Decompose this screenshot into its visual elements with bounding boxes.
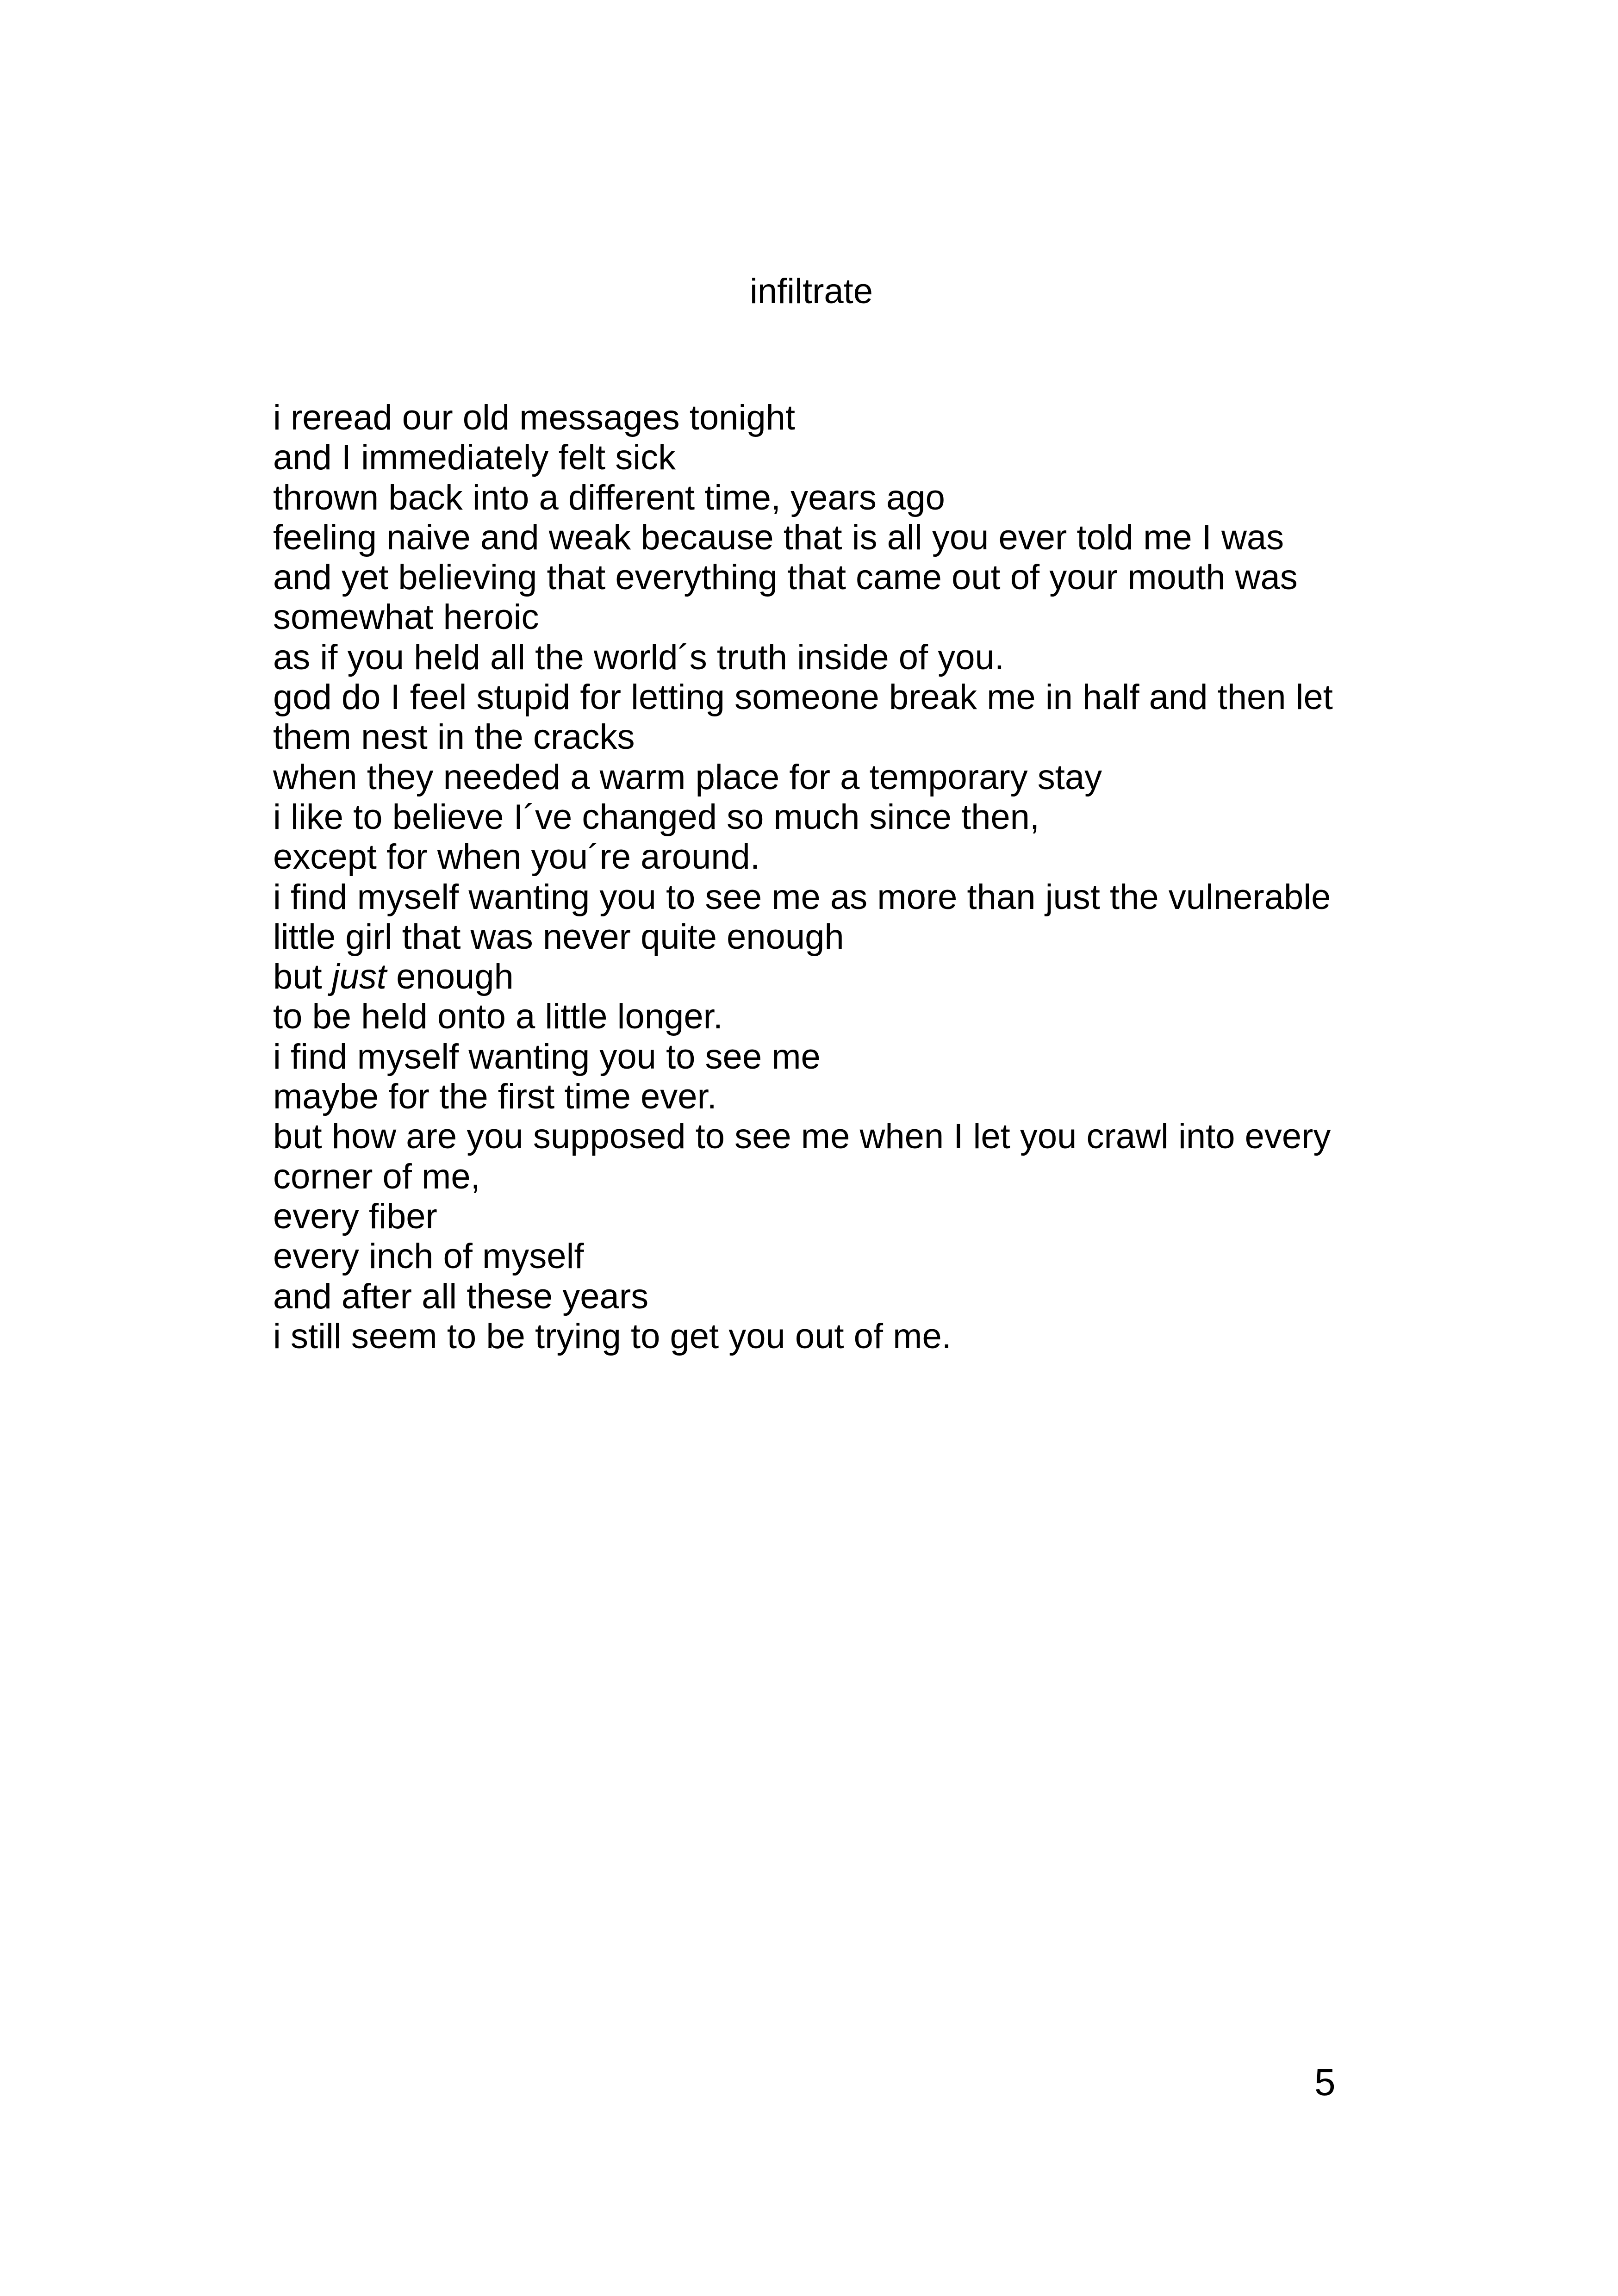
poem-line: maybe for the first time ever.	[273, 1077, 717, 1117]
poem-line-part: enough	[386, 957, 514, 997]
poem-line: them nest in the cracks	[273, 717, 635, 757]
poem-line: every inch of myself	[273, 1237, 584, 1276]
poem-line: and yet believing that everything that came out of your mouth was	[273, 558, 1298, 597]
poem-line: i like to believe I´ve changed so much since then,	[273, 797, 1040, 837]
poem-line: and after all these years	[273, 1276, 649, 1316]
poem-line-part: but	[273, 957, 332, 997]
poem-line: every fiber	[273, 1196, 437, 1236]
poem-line: i still seem to be trying to get you out of me.	[273, 1316, 952, 1356]
poem-line: corner of me,	[273, 1157, 480, 1196]
page-number: 5	[1314, 2061, 1336, 2103]
poem-line: as if you held all the world´s truth inside of you.	[273, 637, 1004, 677]
poem-line: feeling naive and weak because that is all you ever told me I was	[273, 517, 1284, 557]
poem-line-italic-emphasis	[273, 957, 1384, 997]
poem-line: somewhat heroic	[273, 597, 539, 637]
poem-line: little girl that was never quite enough	[273, 917, 844, 957]
italic-word: just	[331, 957, 387, 997]
poem-title: infiltrate	[749, 272, 873, 311]
poem-line: i find myself wanting you to see me	[273, 1037, 821, 1076]
poem-body	[273, 398, 1384, 1356]
poem-line: god do I feel stupid for letting someone break me in half and then let	[273, 678, 1333, 717]
poem-line: except for when you´re around.	[273, 837, 760, 877]
poem-line: when they needed a warm place for a temporary stay	[273, 757, 1102, 797]
poem-line: thrown back into a different time, years ago	[273, 478, 945, 517]
poem-line: but how are you supposed to see me when I let you crawl into every	[273, 1117, 1331, 1157]
poem-line: i reread our old messages tonight	[273, 398, 795, 437]
poem-line: to be held onto a little longer.	[273, 997, 723, 1037]
poem-line: and I immediately felt sick	[273, 438, 676, 478]
poem-line: i find myself wanting you to see me as more than just the vulnerable	[273, 877, 1331, 917]
